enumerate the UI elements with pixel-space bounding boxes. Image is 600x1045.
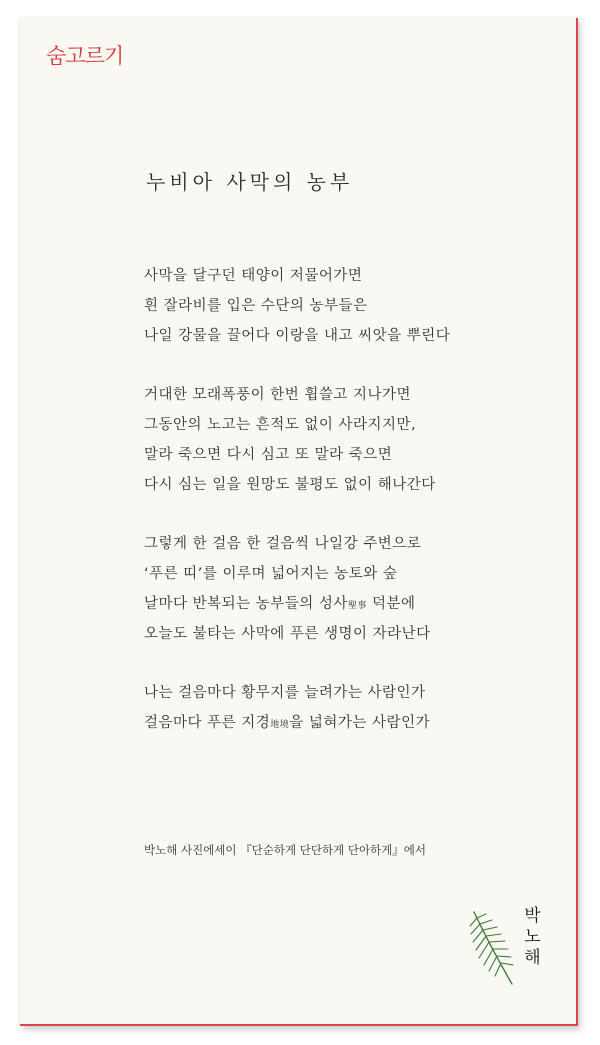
stanza-2 — [144, 380, 450, 500]
source-citation: 박노해 사진에세이 『단순하게 단단하게 단아하게』에서 — [144, 843, 427, 857]
poem-line: 다시 심는 일을 원망도 불평도 없이 해나간다 — [144, 477, 436, 493]
poem-body — [144, 261, 450, 767]
poem-line: 그동안의 노고는 흔적도 없이 사라지지만, — [144, 417, 417, 433]
stanza-4 — [144, 678, 450, 738]
poem-line — [144, 589, 450, 619]
poem-line: 말라 죽으면 다시 심고 또 말라 죽으면 — [144, 447, 393, 463]
poem-line: ‘푸른 띠’를 이루며 넓어지는 농토와 숲 — [144, 566, 398, 582]
logo: 숨고르기 — [46, 44, 124, 68]
palm-leaf-icon — [468, 908, 518, 988]
poem-line: 그렇게 한 걸음 한 걸음씩 나일강 주변으로 — [144, 536, 422, 552]
poem-line — [144, 708, 450, 738]
poem-line: 오늘도 불타는 사막에 푸른 생명이 자라난다 — [144, 626, 431, 642]
poem-line-text: 을 넓혀가는 사람인가 — [289, 715, 431, 731]
stanza-1 — [144, 261, 450, 351]
poem-line-text: 날마다 반복되는 농부들의 성사 — [144, 596, 348, 612]
hanja-annotation: 聖事 — [347, 601, 367, 611]
poem-card — [20, 18, 578, 1026]
poem-line-text: 걸음마다 푸른 지경 — [144, 715, 271, 731]
stanza-3 — [144, 529, 450, 649]
poem-title: 누비아 사막의 농부 — [146, 170, 354, 194]
poem-line: 거대한 모래폭풍이 한번 휩쓸고 지나가면 — [144, 387, 412, 403]
poem-line: 흰 잘라비를 입은 수단의 농부들은 — [144, 298, 368, 314]
poem-line: 나일 강물을 끌어다 이랑을 내고 씨앗을 뿌린다 — [144, 328, 451, 344]
signature: 박노해 — [520, 906, 540, 969]
poem-line-text: 덕분에 — [366, 596, 416, 612]
poem-line: 나는 걸음마다 황무지를 늘려가는 사람인가 — [144, 685, 426, 701]
hanja-annotation: 地境 — [270, 720, 290, 730]
poem-line: 사막을 달구던 태양이 저물어가면 — [144, 268, 363, 284]
